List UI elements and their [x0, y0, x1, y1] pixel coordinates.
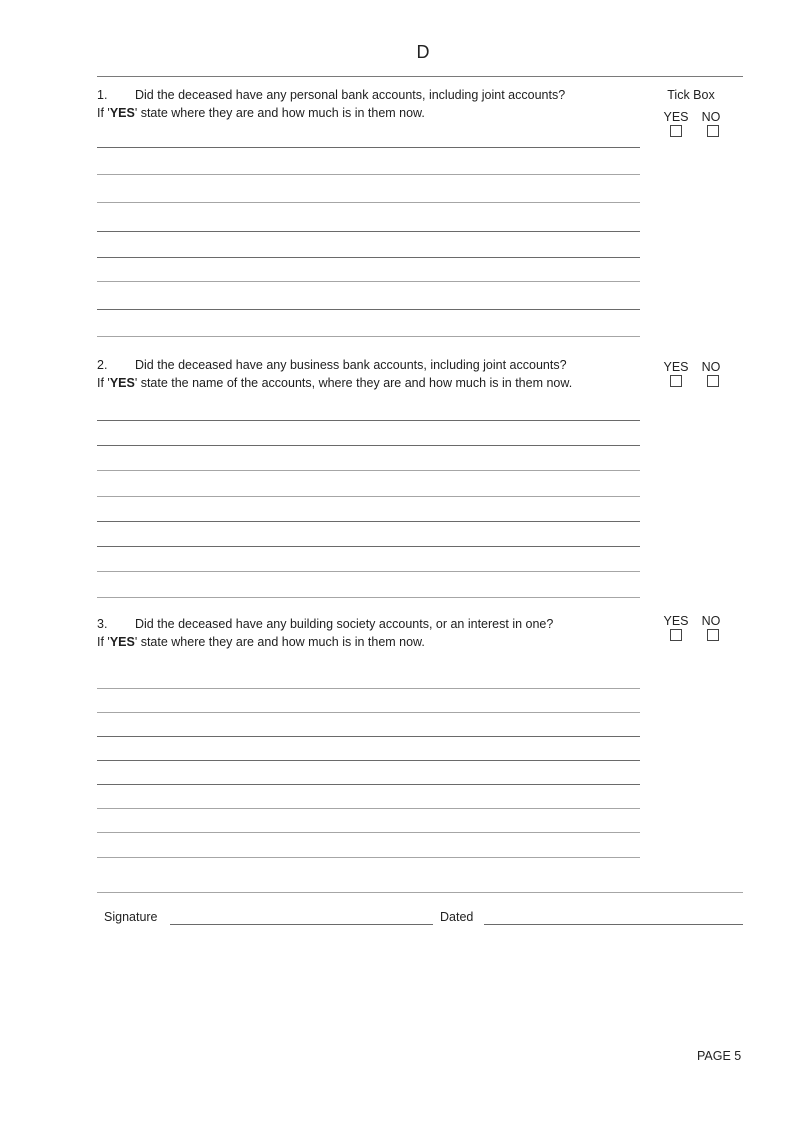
q3-answer-line[interactable] — [97, 784, 640, 785]
q3-answer-line[interactable] — [97, 712, 640, 713]
tick-box-header: Tick Box — [667, 88, 715, 102]
page-number: PAGE 5 — [697, 1049, 742, 1063]
instruction-prefix: If ' — [97, 376, 110, 390]
instruction-bold: YES — [109, 376, 135, 390]
no-label: NO — [701, 110, 721, 124]
yes-label: YES — [663, 110, 689, 124]
yes-label: YES — [663, 614, 689, 628]
question-label: Did the deceased have any personal bank accounts, including joint accounts? — [135, 88, 566, 102]
q3-yes-checkbox[interactable] — [670, 629, 682, 641]
top-divider — [97, 76, 743, 77]
bottom-divider — [97, 892, 743, 893]
q1-answer-line[interactable] — [97, 257, 640, 258]
q3-answer-line[interactable] — [97, 832, 640, 833]
question-3-text — [97, 615, 553, 633]
q1-answer-line[interactable] — [97, 174, 640, 175]
dated-field[interactable] — [484, 924, 743, 925]
question-3-instruction — [97, 633, 425, 651]
yes-label: YES — [663, 360, 689, 374]
dated-label: Dated — [440, 910, 474, 924]
q3-answer-line[interactable] — [97, 808, 640, 809]
question-label: Did the deceased have any business bank accounts, including joint accounts? — [135, 358, 567, 372]
q1-yes-checkbox[interactable] — [670, 125, 682, 137]
q3-answer-line[interactable] — [97, 857, 640, 858]
q2-answer-line[interactable] — [97, 496, 640, 497]
q3-no-checkbox[interactable] — [707, 629, 719, 641]
instruction-bold: YES — [109, 635, 135, 649]
q1-answer-line[interactable] — [97, 281, 640, 282]
question-1-text — [97, 86, 565, 104]
instruction-prefix: If ' — [97, 106, 110, 120]
q2-answer-line[interactable] — [97, 571, 640, 572]
q3-answer-line[interactable] — [97, 760, 640, 761]
q2-answer-line[interactable] — [97, 445, 640, 446]
q1-answer-line[interactable] — [97, 202, 640, 203]
instruction-suffix: ' state the name of the accounts, where they are and how much is in them now. — [134, 376, 573, 390]
instruction-bold: YES — [109, 106, 135, 120]
q1-answer-line[interactable] — [97, 147, 640, 148]
q2-answer-line[interactable] — [97, 470, 640, 471]
question-number: 1. — [97, 88, 108, 102]
signature-field[interactable] — [170, 924, 433, 925]
question-number: 2. — [97, 358, 108, 372]
q2-answer-line[interactable] — [97, 546, 640, 547]
q2-no-checkbox[interactable] — [707, 375, 719, 387]
q2-answer-line[interactable] — [97, 521, 640, 522]
question-label: Did the deceased have any building society accounts, or an interest in one? — [135, 617, 554, 631]
question-number: 3. — [97, 617, 108, 631]
no-label: NO — [701, 360, 721, 374]
q1-answer-line[interactable] — [97, 231, 640, 232]
q2-answer-line[interactable] — [97, 597, 640, 598]
q1-answer-line[interactable] — [97, 336, 640, 337]
section-letter: D — [416, 42, 430, 62]
signature-label: Signature — [104, 910, 158, 924]
question-2-text — [97, 356, 567, 374]
no-label: NO — [701, 614, 721, 628]
q1-no-checkbox[interactable] — [707, 125, 719, 137]
instruction-suffix: ' state where they are and how much is in them now. — [134, 635, 425, 649]
question-1-instruction — [97, 104, 425, 122]
q1-answer-line[interactable] — [97, 309, 640, 310]
q2-answer-line[interactable] — [97, 420, 640, 421]
question-2-instruction — [97, 374, 572, 392]
instruction-prefix: If ' — [97, 635, 110, 649]
q3-answer-line[interactable] — [97, 736, 640, 737]
q3-answer-line[interactable] — [97, 688, 640, 689]
instruction-suffix: ' state where they are and how much is in them now. — [134, 106, 425, 120]
q2-yes-checkbox[interactable] — [670, 375, 682, 387]
